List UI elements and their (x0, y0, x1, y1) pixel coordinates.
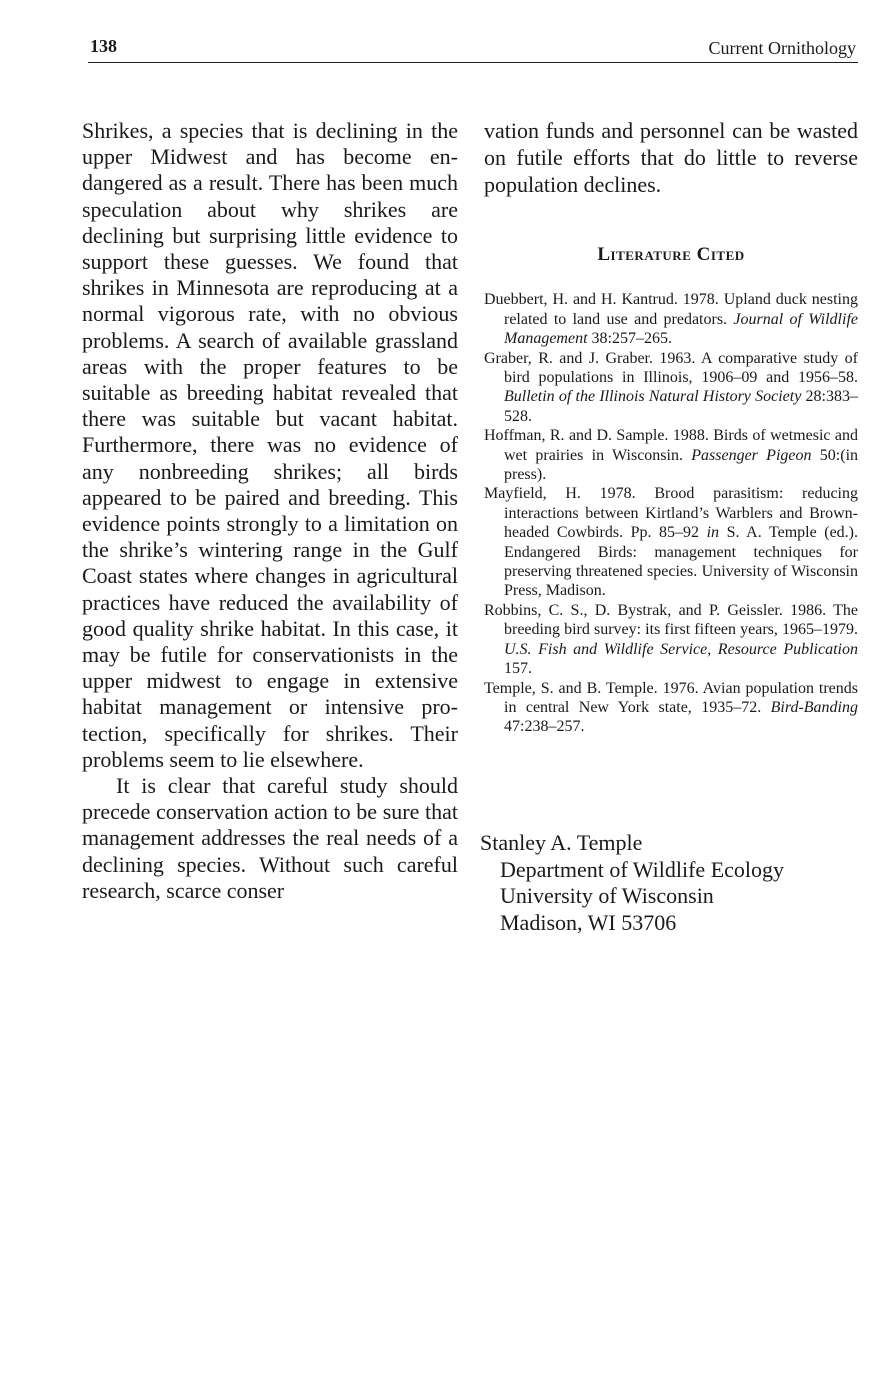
reference-list (484, 290, 858, 736)
reference-citation: 157. (504, 660, 532, 678)
reference-text: Mayfield, H. 1978. Brood parasitism: reducing interactions between Kirtland’s Warblers and Brown-headed Cowbirds. Pp. 85–92 (484, 485, 858, 542)
running-header (88, 34, 858, 63)
author-department: Department of Wildlife Ecology (500, 856, 785, 882)
reference-text: Robbins, C. S., D. Bystrak, and P. Geissler. 1986. The breeding bird survey: its first fifteen years, 1965–1979. (484, 601, 858, 639)
reference-text: Duebbert, H. and H. Kantrud. 1978. Upland duck nesting related to land use and predators. (484, 291, 858, 328)
reference-citation: S. A. Temple (ed.). Endangered Birds: management techniques for preserving threatened species. University of Wisconsin Press, Madison. (504, 524, 858, 600)
reference-item (484, 679, 858, 737)
author-institution: University of Wisconsin (500, 883, 714, 908)
page-number: 138 (90, 36, 117, 56)
reference-citation: 50:(in press). (504, 446, 859, 484)
reference-citation: 38:257–265. (587, 330, 672, 348)
running-head-title: Current Ornithology (708, 38, 856, 58)
reference-text: Graber, R. and J. Graber. 1963. A comparative study of bird populations in Illinois, 1906–09 and 1956–58. (484, 349, 858, 387)
right-column (484, 118, 858, 737)
literature-cited-heading: Literature Cited (597, 244, 745, 266)
author-address: Madison, WI 53706 (500, 909, 677, 935)
body-paragraph-1: Shrikes, a species that is declining in the upper Midwest and has become endangered as a result. There has been much speculation about why shrikes are declining but surprising little evidence to support these guesses. We found that shrikes in Minnesota are reproducing at a normal vigorous rate, with no obvious problems. A search of available grassland areas with the proper features to be suitable as breeding habitat revealed that there was suitable but vacant habitat. Furthermore, there was no evidence of any nonbreeding shrikes; all birds appeared to be paired and breeding. This evidence points strongly to a limitation on the shrike’s wintering range in the Gulf Coast states where changes in agricultural practices have reduced the availability of good quality shrike habitat. In this case, it may be futile for conservationists in the upper midwest to engage in extensive habitat management or intensive protection, specifically for shrikes. Their problems seem to lie elsewhere. (82, 118, 458, 772)
left-column (82, 118, 458, 904)
reference-journal: in (706, 524, 720, 542)
reference-citation: 47:238–257. (504, 718, 585, 736)
reference-item (484, 349, 858, 427)
reference-item (484, 290, 858, 348)
author-name: Stanley A. Temple (480, 830, 643, 855)
reference-journal: Bulletin of the Illinois Natural History Society (504, 388, 802, 406)
reference-item (484, 601, 858, 679)
author-block (480, 830, 784, 936)
reference-journal: Passenger Pigeon (691, 446, 812, 464)
reference-citation: 28:383–528. (504, 388, 858, 425)
reference-journal: U.S. Fish and Wildlife Service, Resource Publication (504, 640, 858, 658)
reference-journal: Journal of Wildlife Management (504, 310, 858, 348)
body-paragraph-continued: vation funds and personnel can be wasted on futile efforts that do little to reverse population declines. (484, 118, 858, 197)
reference-item (484, 484, 858, 600)
reference-journal: Bird-Banding (770, 698, 858, 716)
reference-item (484, 426, 858, 484)
body-paragraph-2: It is clear that careful study should precede conservation action to be sure that management addresses the real needs of a declining species. Without such careful research, scarce conser (82, 773, 458, 903)
reference-text: Hoffman, R. and D. Sample. 1988. Birds of wetmesic and wet prairies in Wisconsin. (484, 427, 858, 464)
reference-text: Temple, S. and B. Temple. 1976. Avian population trends in central New York state, 1935–72. (484, 679, 858, 716)
